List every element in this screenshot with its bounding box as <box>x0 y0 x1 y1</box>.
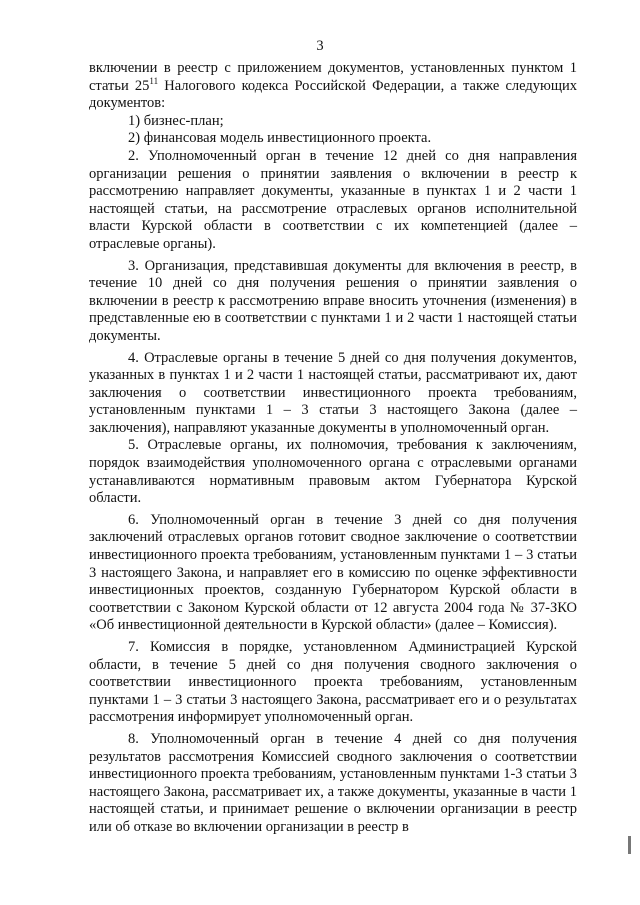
article-superscript: 11 <box>149 75 159 86</box>
list-item-financial-model: 2) финансовая модель инвестиционного проекта. <box>128 130 432 147</box>
paragraph-2: 2. Уполномоченный орган в течение 12 дней со дня направления организации решения о принятии заявления о включении в реестр к рассмотрению направляет документы, указанные в пунктах 1 и 2 части 1 настоящей статьи, на рассмотрение отраслевых органов исполнительной власти Курской области в соответствии с их компетенцией (далее – отраслевые органы). <box>89 147 577 252</box>
paragraph-3: 3. Организация, представившая документы для включения в реестр, в течение 10 дней со дня получения решения о принятии заявления о включении в реестр к рассмотрению вправе вносить уточнения (изменения) в представленные ею в соответствии с пунктами 1 и 2 части 1 настоящей статьи документы. <box>89 257 577 344</box>
document-body <box>89 60 577 837</box>
paragraph-continuation <box>89 60 577 113</box>
continuation-text: включении в реестр с приложением документов, установленных пунктом 1 статьи 25 <box>89 60 577 94</box>
paragraph-4: 4. Отраслевые органы в течение 5 дней со дня получения документов, указанных в пунктах 1 и 2 части 1 настоящей статьи, рассматривают их, дают заключения о соответствии инвестиционного проекта требованиям, установленным пунктами 1 – 3 статьи 3 настоящего Закона (далее – заключения), направляют указанные документы в уполномоченный орган. <box>89 349 577 436</box>
scan-edge-mark <box>628 836 631 854</box>
paragraph-5: 5. Отраслевые органы, их полномочия, требования к заключениям, порядок взаимодействия уполномоченного органа с отраслевыми органами устанавливаются нормативным правовым актом Губернатора Курской области. <box>89 437 577 507</box>
page-number: 3 <box>316 38 324 54</box>
paragraph-7: 7. Комиссия в порядке, установленном Администрацией Курской области, в течение 5 дней со дня получения сводного заключения о соответствии инвестиционного проекта требованиям, установленным пунктами 1 – 3 статьи 3 настоящего Закона, рассматривает его и о результатах рассмотрения информирует уполномоченный орган. <box>89 639 577 726</box>
paragraph-6: 6. Уполномоченный орган в течение 3 дней со дня получения заключений отраслевых органов готовит сводное заключение о соответствии инвестиционного проекта требованиям, установленным пунктами 1 – 3 статьи 3 настоящего Закона, и направляет его в комиссию по оценке эффективности инвестиционных проектов, созданную Губернатором Курской области в соответствии с Законом Курской области от 12 августа 2004 года № 37-ЗКО «Об инвестиционной деятельности в Курской области» (далее – Комиссия). <box>89 511 577 634</box>
list-item-business-plan: 1) бизнес-план; <box>128 112 224 129</box>
paragraph-8: 8. Уполномоченный орган в течение 4 дней со дня получения результатов рассмотрения Комиссией сводного заключения о соответствии инвестиционного проекта требованиям, установленным пунктами 1-3 статьи 3 настоящего Закона, рассматривает их, а также документы, указанные в части 1 настоящей статьи, и принимает решение о включении организации в реестр или об отказе во включении организации в реестр в <box>89 730 577 835</box>
continuation-text-rest: Налогового кодекса Российской Федерации, а также следующих документов: <box>89 77 577 112</box>
